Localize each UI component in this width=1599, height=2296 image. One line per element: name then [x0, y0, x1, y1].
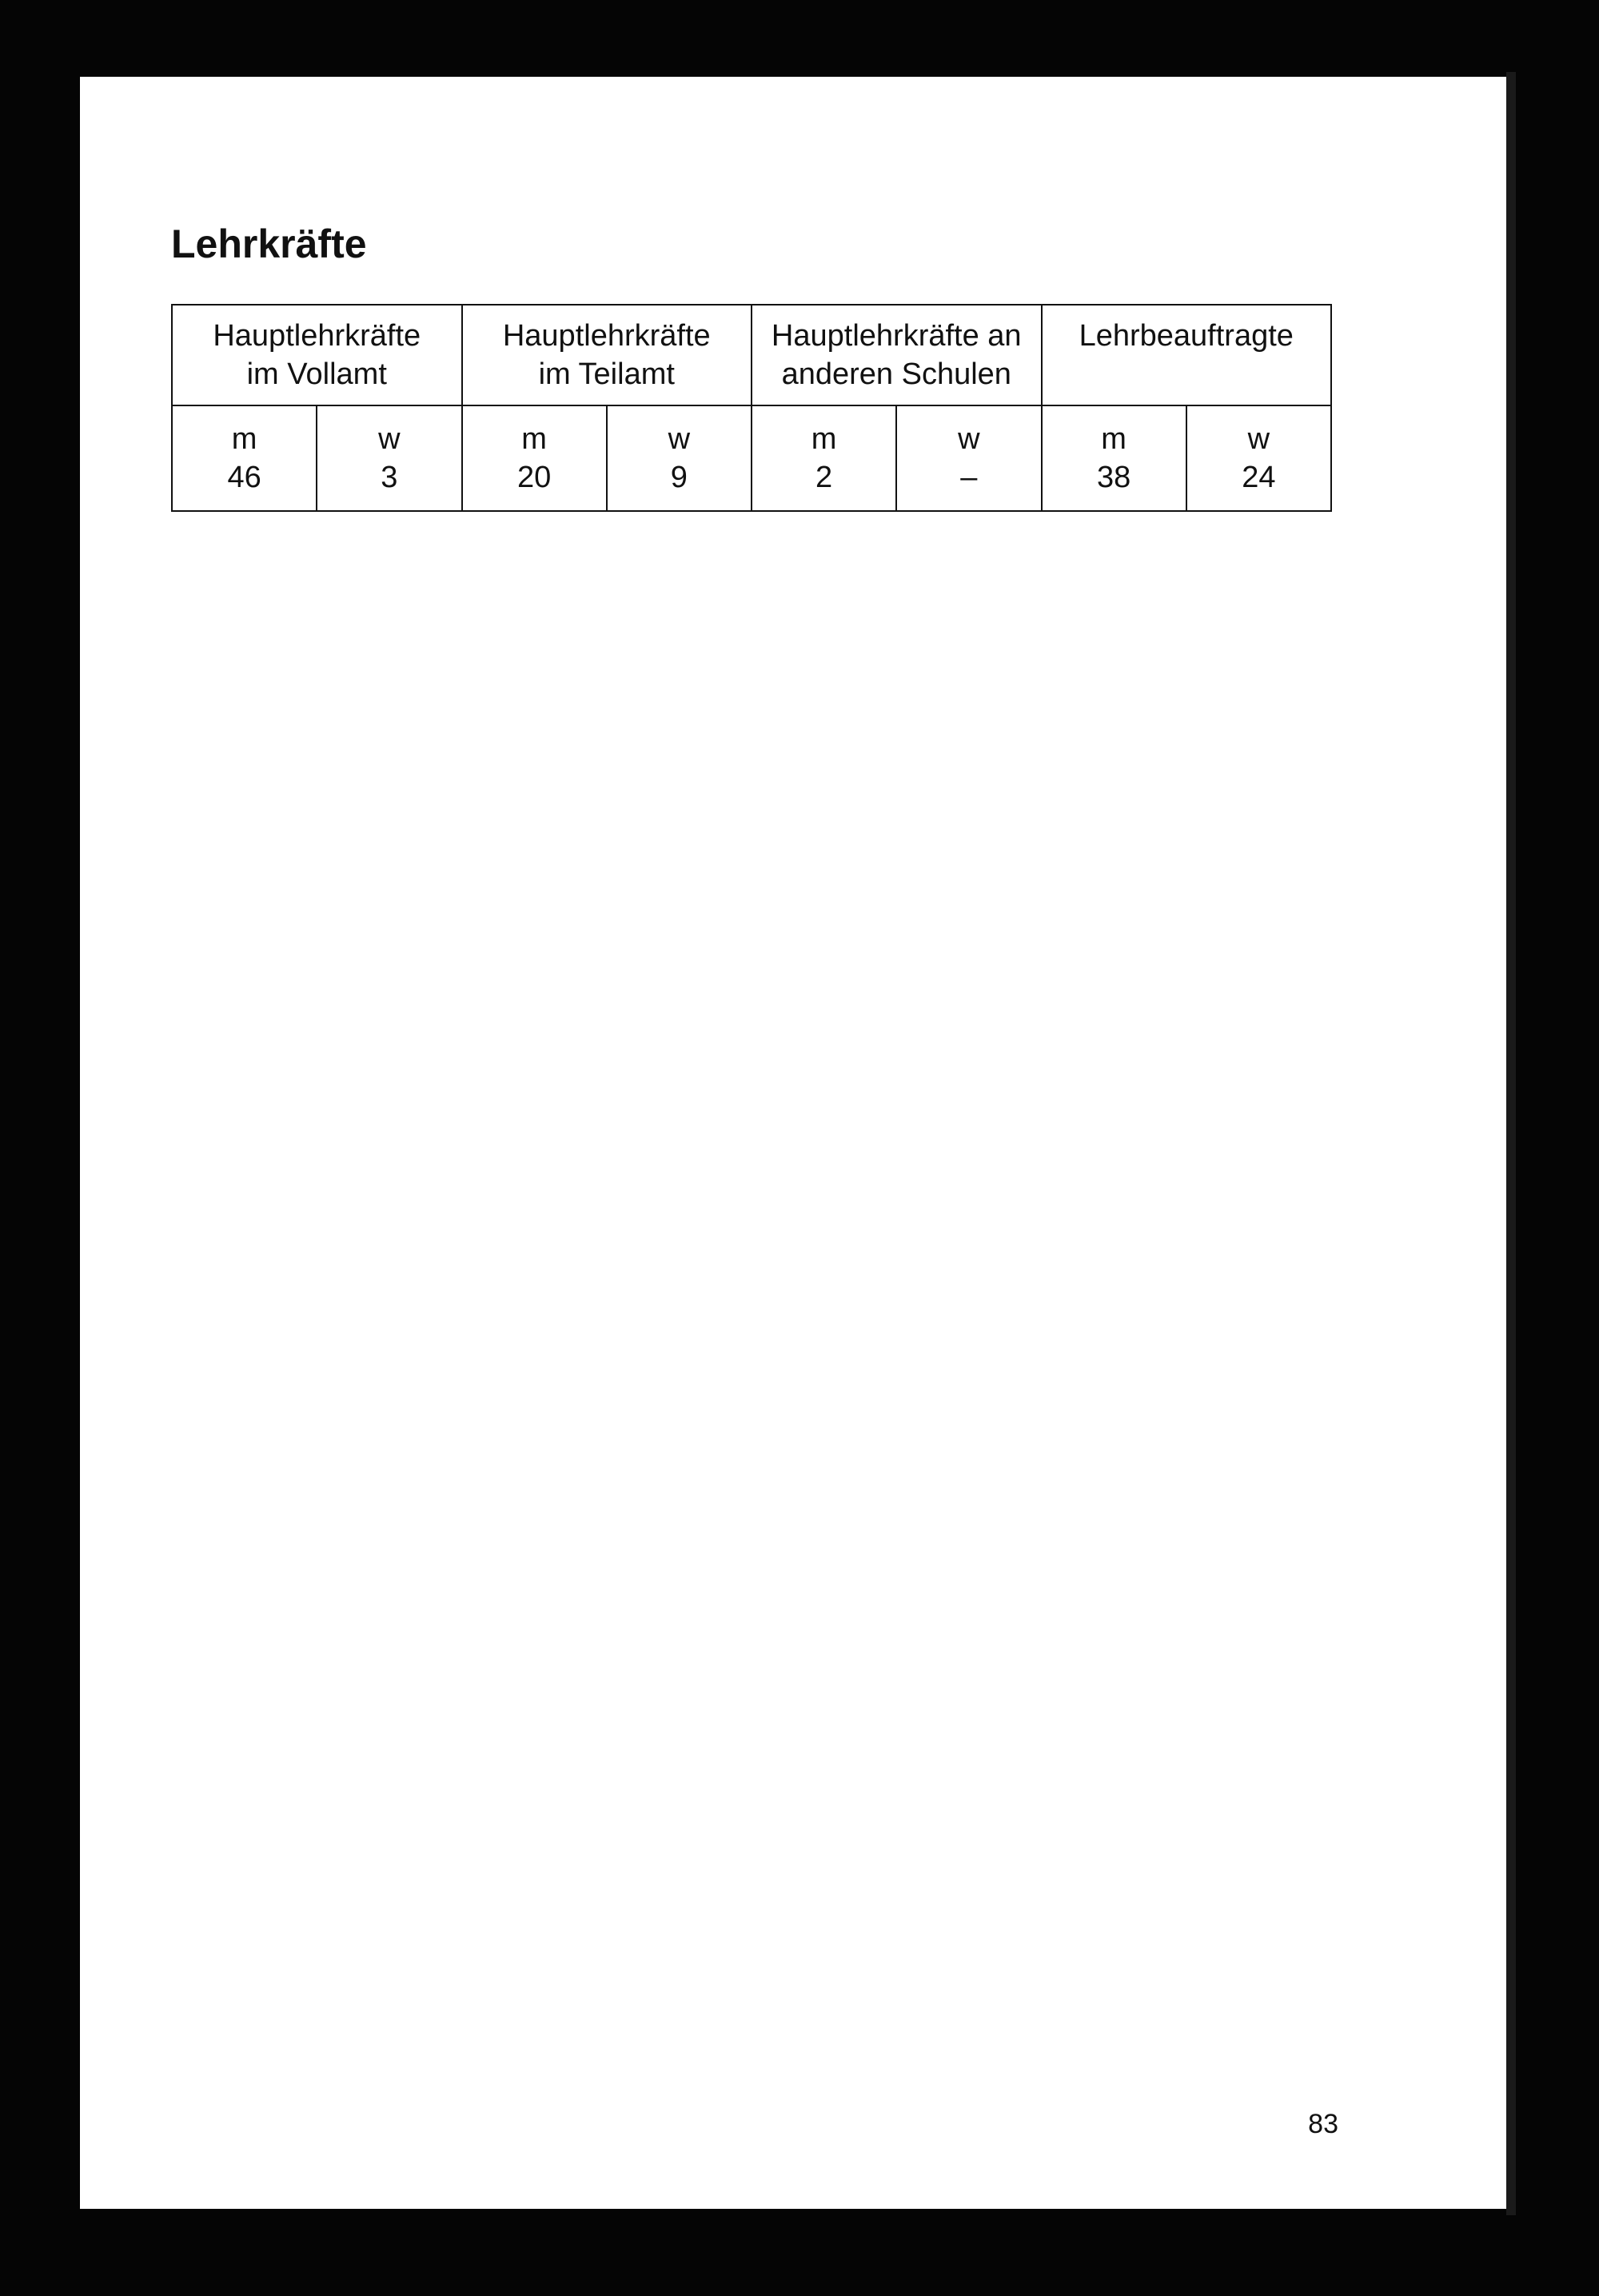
count-value: 3 — [381, 461, 398, 494]
count-value: 46 — [227, 461, 261, 494]
header-line: Hauptlehrkräfte an — [771, 319, 1022, 353]
count-value: – — [960, 461, 978, 494]
table-cell — [752, 405, 896, 511]
table-cell — [462, 405, 607, 511]
table-cell — [1186, 405, 1331, 511]
gender-label: w — [378, 422, 401, 456]
gender-label: m — [521, 422, 547, 456]
table-header-row — [172, 305, 1331, 405]
count-value: 20 — [516, 461, 552, 494]
count-value: 38 — [1096, 461, 1131, 494]
count-value: 2 — [815, 461, 833, 494]
page-number: 83 — [1308, 2109, 1338, 2139]
gender-label: w — [1247, 422, 1270, 456]
header-cell — [462, 305, 752, 405]
gender-label: m — [231, 422, 257, 456]
gender-label: m — [811, 422, 837, 456]
header-line: im Vollamt — [246, 357, 387, 391]
count-value: 9 — [670, 461, 688, 494]
page-edge-shadow — [1506, 72, 1516, 2215]
teacher-statistics-table — [171, 304, 1332, 512]
header-cell — [752, 305, 1042, 405]
page-title: Lehrkräfte — [171, 222, 367, 266]
table-cell — [172, 405, 317, 511]
header-line: Hauptlehrkräfte — [502, 319, 711, 353]
table-cell — [607, 405, 752, 511]
header-line: Hauptlehrkräfte — [213, 319, 421, 353]
gender-label: w — [958, 422, 980, 456]
gender-label: m — [1101, 422, 1126, 456]
gender-label: w — [668, 422, 691, 456]
header-line: Lehrbeauftragte — [1079, 319, 1294, 353]
table-cell — [317, 405, 461, 511]
table-cell — [896, 405, 1041, 511]
count-value: 24 — [1242, 461, 1276, 494]
header-line: im Teilamt — [538, 357, 675, 391]
table-row — [172, 405, 1331, 511]
header-cell — [172, 305, 462, 405]
header-cell — [1042, 305, 1332, 405]
table-cell — [1042, 405, 1186, 511]
header-line: anderen Schulen — [781, 357, 1011, 391]
